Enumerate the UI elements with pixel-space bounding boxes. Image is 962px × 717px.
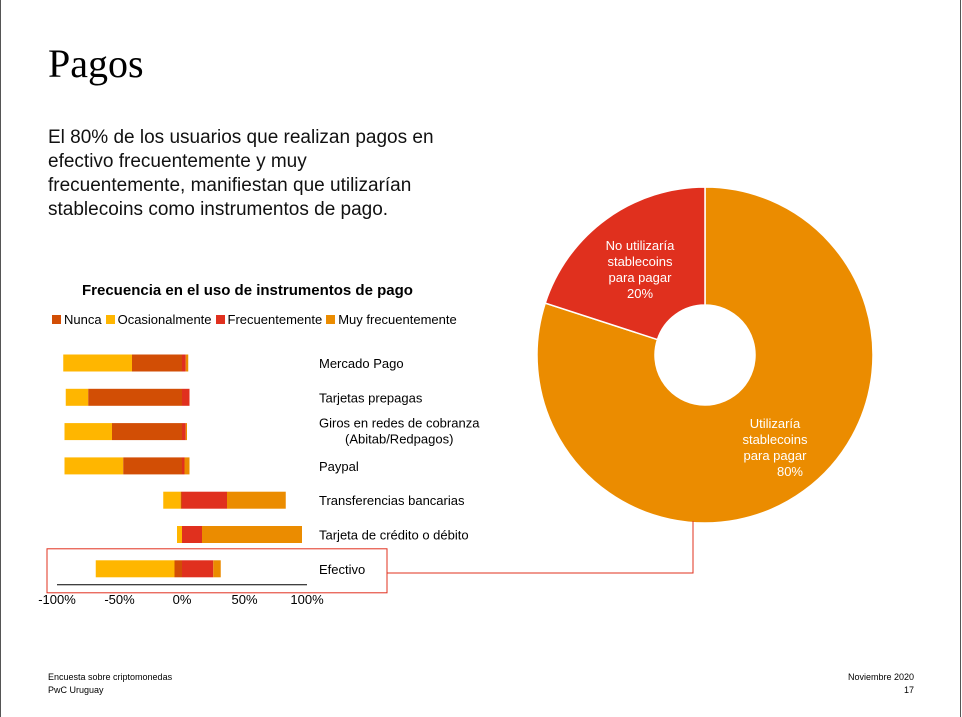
bar-giros-en-redes-de-cobranza-abi-muy-frecuentemente: [186, 423, 187, 440]
bar-transferencias-bancarias-frecuentemente: [182, 492, 227, 509]
category-label: Efectivo: [319, 561, 366, 577]
page-title: Pagos: [48, 41, 144, 86]
page-subtitle: El 80% de los usuarios que realizan pagos en efectivo frecuentemente y muy frecuentemente, manifiestan que utilizarían stablecoins como instrumentos de pago.: [48, 127, 434, 220]
category-label: Paypal: [319, 458, 359, 474]
legend-swatch-nunca: [52, 315, 61, 324]
bar-tarjetas-prepagas-ocasionalmente: [66, 389, 89, 406]
category-label: Transferencias bancarias: [319, 493, 465, 509]
bar-efectivo-nunca: [175, 560, 183, 577]
donut-label-utilizaria: Utilizaría stablecoins para pagar: [742, 416, 808, 463]
bar-efectivo-frecuentemente: [182, 560, 213, 577]
bar-chart-title: Frecuencia en el uso de instrumentos de pago: [82, 282, 413, 299]
legend-item-ocasionalmente: [106, 312, 212, 327]
bar-paypal-ocasionalmente: [65, 457, 124, 474]
bar-giros-en-redes-de-cobranza-abi-ocasionalmente: [65, 423, 113, 440]
page-border-right: [960, 0, 961, 717]
category-label: Tarjeta de crédito o débito: [319, 527, 469, 543]
category-label: Tarjetas prepagas: [319, 390, 423, 406]
footer-company: PwC Uruguay: [48, 685, 104, 695]
donut-label-no-utilizaria: No utilizaría stablecoins para pagar: [605, 238, 675, 285]
bar-efectivo-muy-frecuentemente: [213, 560, 221, 577]
bar-paypal-frecuentemente: [182, 457, 185, 474]
donut-value-no-utilizaria: 20%: [626, 286, 654, 301]
bar-tarjetas-prepagas-frecuentemente: [182, 389, 190, 406]
x-tick-label: 100%: [290, 591, 324, 607]
bar-mercado-pago-nunca: [132, 355, 182, 372]
donut-chart: [520, 170, 900, 540]
bar-chart-legend: [52, 312, 461, 327]
bar-chart: [0, 330, 520, 620]
footer-date: Noviembre 2020: [847, 672, 914, 682]
legend-swatch-frecuentemente: [216, 315, 225, 324]
bar-efectivo-ocasionalmente: [96, 560, 175, 577]
legend-swatch-ocasionalmente: [106, 315, 115, 324]
footer-source: Encuesta sobre criptomonedas: [48, 672, 173, 682]
x-tick-label: -100%: [38, 591, 76, 607]
bar-giros-en-redes-de-cobranza-abi-frecuentemente: [182, 423, 186, 440]
bar-paypal-nunca: [123, 457, 182, 474]
legend-label-nunca: Nunca: [64, 312, 102, 327]
bar-mercado-pago-frecuentemente: [182, 355, 186, 372]
bar-tarjeta-de-credito-o-debito-muy-frecuentemente: [202, 526, 302, 543]
legend-label-ocasionalmente: Ocasionalmente: [117, 312, 212, 327]
x-tick-label: -50%: [104, 591, 135, 607]
legend-swatch-muy-frecuentemente: [326, 315, 335, 324]
bar-transferencias-bancarias-ocasionalmente: [163, 492, 181, 509]
bar-transferencias-bancarias-nunca: [181, 492, 182, 509]
footer-page-number: 17: [903, 685, 914, 695]
category-label: Giros en redes de cobranza (Abitab/Redpagos): [319, 415, 480, 447]
footer-left: [48, 671, 172, 697]
bar-paypal-muy-frecuentemente: [185, 457, 190, 474]
bar-transferencias-bancarias-muy-frecuentemente: [227, 492, 286, 509]
category-label: Mercado Pago: [319, 356, 404, 371]
legend-label-frecuentemente: Frecuentemente: [227, 312, 323, 327]
bar-tarjetas-prepagas-nunca: [88, 389, 182, 406]
bar-mercado-pago-ocasionalmente: [63, 355, 132, 372]
footer-right: [848, 671, 914, 697]
bar-tarjeta-de-credito-o-debito-frecuentemente: [182, 526, 202, 543]
legend-item-muy-frecuentemente: [326, 312, 457, 327]
legend-item-nunca: [52, 312, 102, 327]
x-tick-label: 0%: [172, 591, 192, 607]
x-tick-label: 50%: [231, 591, 258, 607]
donut-value-utilizaria: 80%: [776, 464, 803, 479]
legend-item-frecuentemente: [216, 312, 323, 327]
legend-label-muy-frecuentemente: Muy frecuentemente: [338, 312, 457, 327]
bar-giros-en-redes-de-cobranza-abi-nunca: [112, 423, 182, 440]
bar-tarjeta-de-credito-o-debito-ocasionalmente: [177, 526, 182, 543]
bar-mercado-pago-muy-frecuentemente: [186, 355, 189, 372]
